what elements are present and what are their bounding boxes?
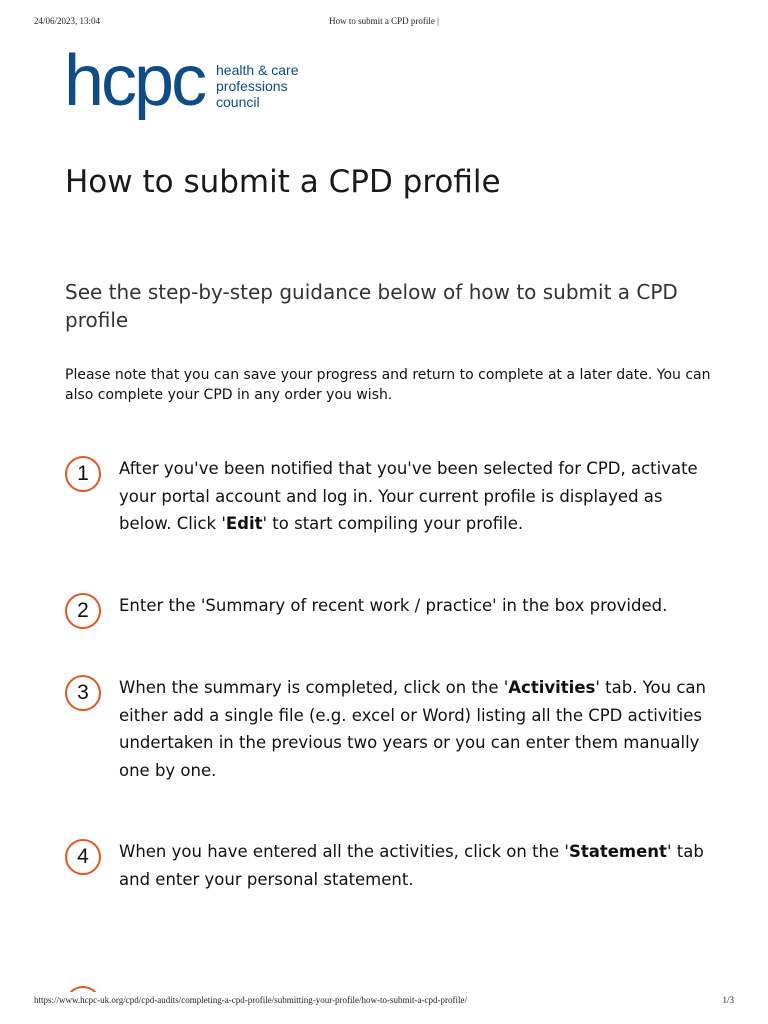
- print-footer: [0, 995, 768, 1009]
- step-text-part: Enter the 'Summary of recent work / practice' in the box provided.: [119, 596, 668, 615]
- edit-keyword: Edit: [225, 514, 263, 533]
- page-title: How to submit a CPD profile: [65, 164, 501, 200]
- step-text-part: When the summary is completed, click on the ': [119, 678, 509, 697]
- logo-tagline: [216, 62, 336, 110]
- activities-keyword: Activities: [508, 678, 596, 697]
- step-text-part: When you have entered all the activities, click on the ': [119, 842, 569, 861]
- print-datetime: 24/06/2023, 13:04: [34, 16, 101, 26]
- logo-wordmark: hcpc: [64, 41, 205, 121]
- page-indicator: 1/3: [722, 995, 734, 1005]
- step-number-badge: 1: [65, 456, 101, 492]
- print-url[interactable]: https://www.hcpc-uk.org/cpd/cpd-audits/completing-a-cpd-profile/submitting-your-profile/how-to-submit-a-cpd-profile/: [34, 995, 467, 1005]
- note-text: Please note that you can save your progress and return to complete at a later date. You can also complete your CPD in any order you wish.: [65, 367, 711, 403]
- step-text-part: After you've been notified that you've been selected for CPD, activate your portal account and log in. Your current profile is displayed as below. Click ': [119, 459, 698, 533]
- logo-tagline-line: health & care: [216, 62, 299, 78]
- logo-tagline-line: professions: [216, 78, 288, 94]
- step-text: [119, 455, 709, 538]
- step-text-part: ' tab and enter your personal statement.: [119, 842, 704, 889]
- logo-tagline-line: council: [216, 94, 260, 110]
- intro-text: See the step-by-step guidance below of how to submit a CPD profile: [65, 280, 678, 332]
- print-header: [0, 16, 768, 30]
- step-text: [119, 592, 709, 620]
- step-text: [119, 838, 709, 893]
- statement-keyword: Statement: [568, 842, 667, 861]
- step-number-badge: 3: [65, 675, 101, 711]
- step-number-badge: 4: [65, 839, 101, 875]
- step-number-badge: 2: [65, 593, 101, 629]
- print-doc-title: How to submit a CPD profile |: [329, 16, 439, 26]
- step-text: [119, 674, 709, 784]
- step-text-part: ' to start compiling your profile.: [262, 514, 524, 533]
- step-text-part: ' tab. You can either add a single file (e.g. excel or Word) listing all the CPD activities undertaken in the previous two years or you can enter them manually one by one.: [119, 678, 706, 780]
